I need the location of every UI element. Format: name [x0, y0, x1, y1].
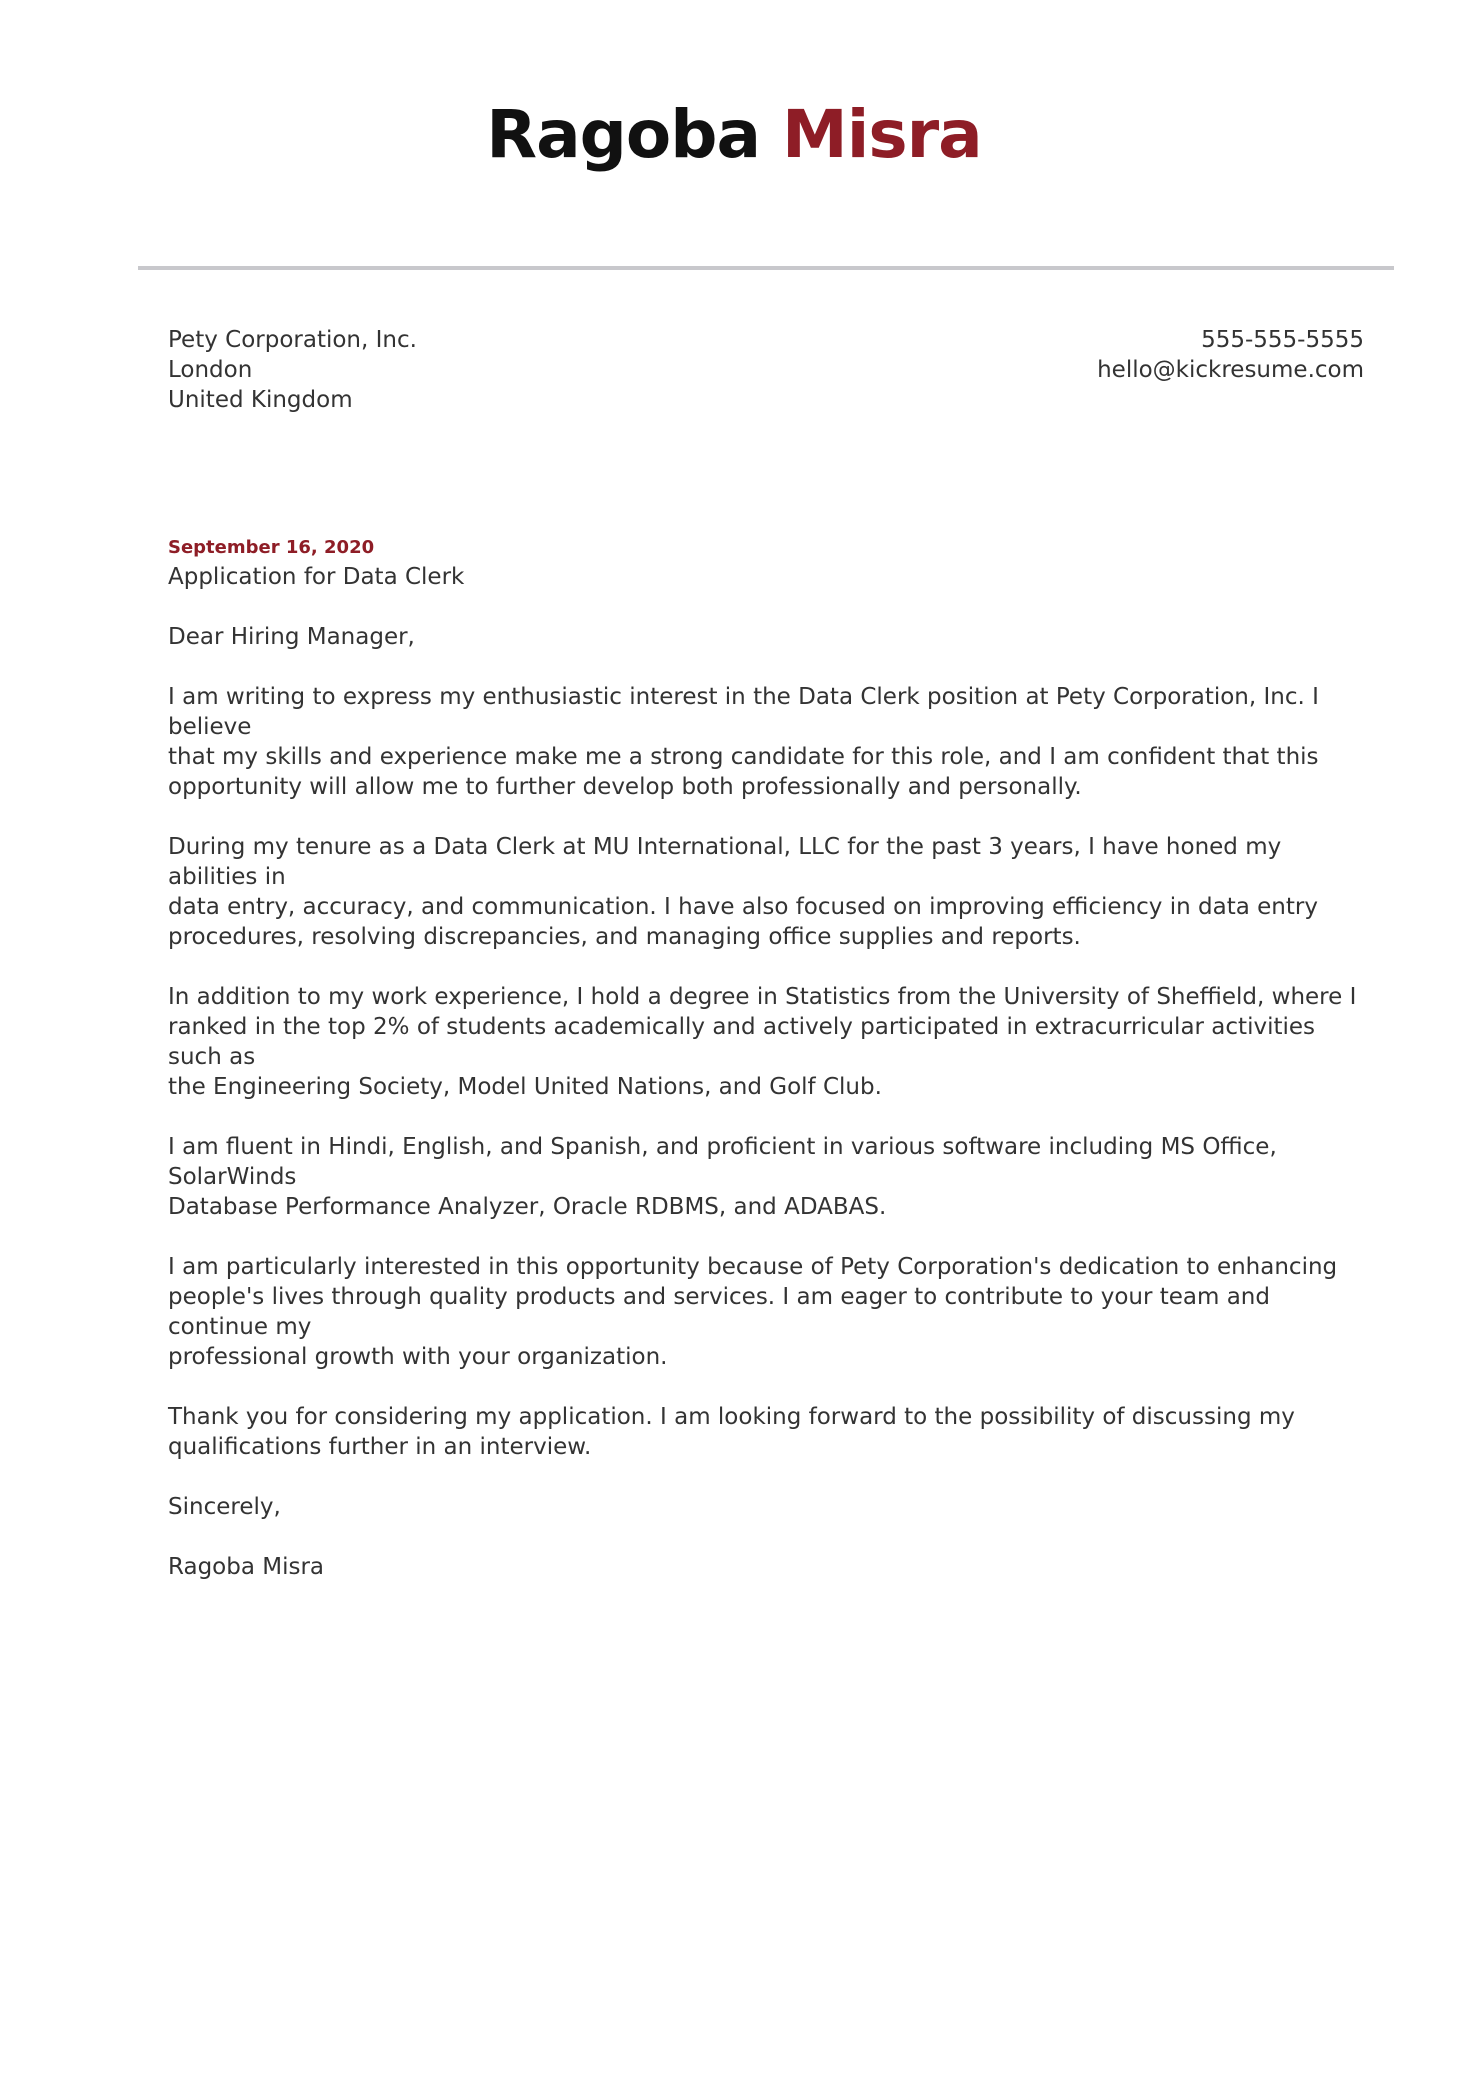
letter-paragraph: During my tenure as a Data Clerk at MU International, LLC for the past 3 years, I have honed my abilities in data entry, accuracy, and communication. I have also focused on improving efficiency in data entry procedures, resolving discrepancies, and managing office supplies and reports.: [168, 834, 1318, 950]
applicant-contact: [1097, 325, 1364, 385]
header-divider: [138, 266, 1394, 270]
recipient-city: London: [168, 357, 253, 383]
letter-salutation: Dear Hiring Manager,: [168, 624, 415, 650]
recipient-company: Pety Corporation, Inc.: [168, 327, 417, 353]
letter-subject: Application for Data Clerk: [168, 564, 465, 590]
letter-paragraph: I am writing to express my enthusiastic interest in the Data Clerk position at Pety Corporation, Inc. I believe that my skills and experience make me a strong candidate for this role, and I am confident that this opportunity will allow me to further develop both professionally and personally.: [168, 684, 1319, 800]
recipient-country: United Kingdom: [168, 387, 353, 413]
applicant-name-header: [0, 90, 1468, 180]
letter-signature: Ragoba Misra: [168, 1554, 325, 1580]
contact-email: hello@kickresume.com: [1097, 357, 1364, 383]
contact-phone: 555-555-5555: [1201, 327, 1364, 353]
letter-paragraph: Thank you for considering my application. I am looking forward to the possibility of discussing my qualifications further in an interview.: [168, 1404, 1295, 1460]
letter-paragraph: In addition to my work experience, I hold a degree in Statistics from the University of Sheffield, where I ranked in the top 2% of students academically and actively participated in extracurricular activities such as the Engineering Society, Model United Nations, and Golf Club.: [168, 984, 1357, 1100]
letter-paragraph: I am particularly interested in this opportunity because of Pety Corporation's dedication to enhancing people's lives through quality products and services. I am eager to contribute to your team and continue my professional growth with your organization.: [168, 1254, 1338, 1370]
letter-closing: Sincerely,: [168, 1494, 281, 1520]
recipient-address: [168, 325, 417, 415]
letter-body: [168, 534, 1368, 1612]
applicant-first-name: Ragoba: [486, 96, 761, 173]
letter-paragraph: I am fluent in Hindi, English, and Spanish, and proficient in various software including MS Office, SolarWinds Database Performance Analyzer, Oracle RDBMS, and ADABAS.: [168, 1134, 1277, 1220]
applicant-last-name: Misra: [782, 96, 982, 173]
letter-date: September 16, 2020: [168, 537, 375, 558]
